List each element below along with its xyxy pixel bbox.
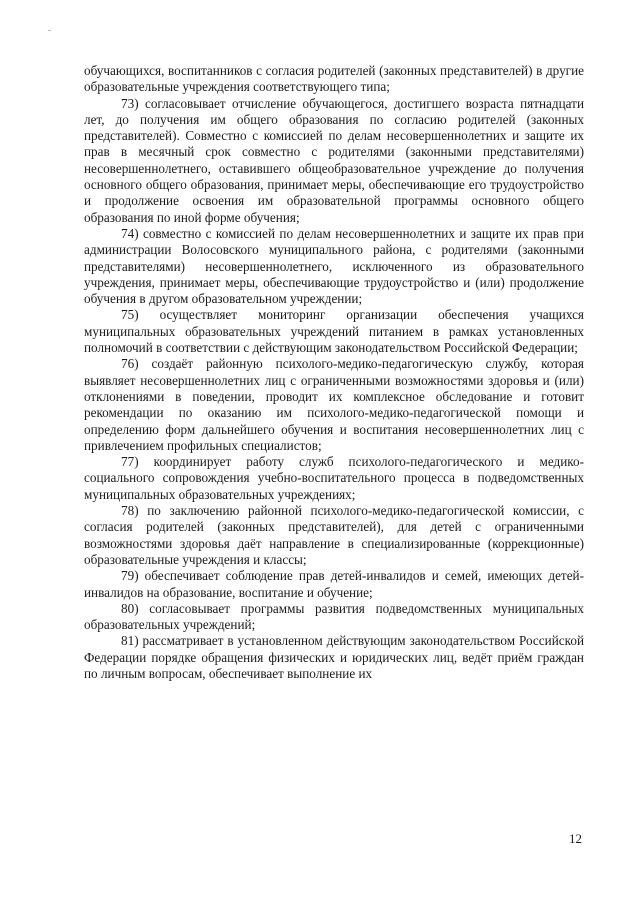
paragraph-81: 81) рассматривает в установленном действующим законодательством Российской Федерации порядке обращения физических и юридических лиц, ведёт приём граждан по личным вопросам, обеспечивает выполнение их <box>84 633 584 681</box>
paragraph-74: 74) совместно с комиссией по делам несовершеннолетних и защите их прав при администрации Волосовского муниципального района, с родителями (законными представителями) несовершеннолетнего, исключенного из образовательного учреждения, принимает меры, обеспечивающие трудоустройство и (или) продолжение обучения в другом образовательном учреждении; <box>84 225 584 307</box>
paragraph-80: 80) согласовывает программы развития подведомственных муниципальных образовательных учреждений; <box>84 600 584 633</box>
scan-artifact <box>48 30 51 31</box>
paragraph-78: 78) по заключению районной психолого-медико-педагогической комиссии, с согласия родителей (законных представителей), для детей с ограниченными возможностями здоровья даёт направление в специализированные (коррекционные) образовательные учреждения и классы; <box>84 503 584 567</box>
paragraph-continuation: обучающихся, воспитанников с согласия родителей (законных представителей) в другие образовательные учреждения соответствующего типа; <box>84 63 584 95</box>
paragraph-75: 75) осуществляет мониторинг организации обеспечения учащихся муниципальных образовательных учреждений питанием в рамках установленных полномочий в соответствии с действующим законодательством Российской Федерации; <box>84 307 584 356</box>
paragraph-77: 77) координирует работу служб психолого-педагогического и медико-социального сопровождения учебно-воспитательного процесса в подведомственных муниципальных образовательных учреждениях; <box>84 454 584 502</box>
paragraph-79: 79) обеспечивает соблюдение прав детей-инвалидов и семей, имеющих детей-инвалидов на образование, воспитание и обучение; <box>84 568 584 600</box>
page-number: 12 <box>569 831 582 846</box>
paragraph-76: 76) создаёт районную психолого-медико-педагогическую службу, которая выявляет несовершеннолетних лиц с ограниченными возможностями здоровья и (или) отклонениями в поведении, проводит их комплексное обследование и готовит рекомендации по оказанию им психолого-медико-педагогической помощи и определению форм дальнейшего обучения и воспитания несовершеннолетних лиц с привлечением профильных специалистов; <box>84 356 584 453</box>
paragraph-73: 73) согласовывает отчисление обучающегося, достигшего возраста пятнадцати лет, до получения им общего образования по согласию родителей (законных представителей). Совместно с комиссией по делам несовершеннолетних и защите их прав в месячный срок совместно с родителями (законными представителями) несовершеннолетнего, оставившего общеобразовательное учреждение до получения основного общего образования, принимает меры, обеспечивающие его трудоустройство и продолжение освоения им образовательной программы основного общего образования по иной форме обучения; <box>84 95 584 225</box>
document-page <box>84 63 584 682</box>
